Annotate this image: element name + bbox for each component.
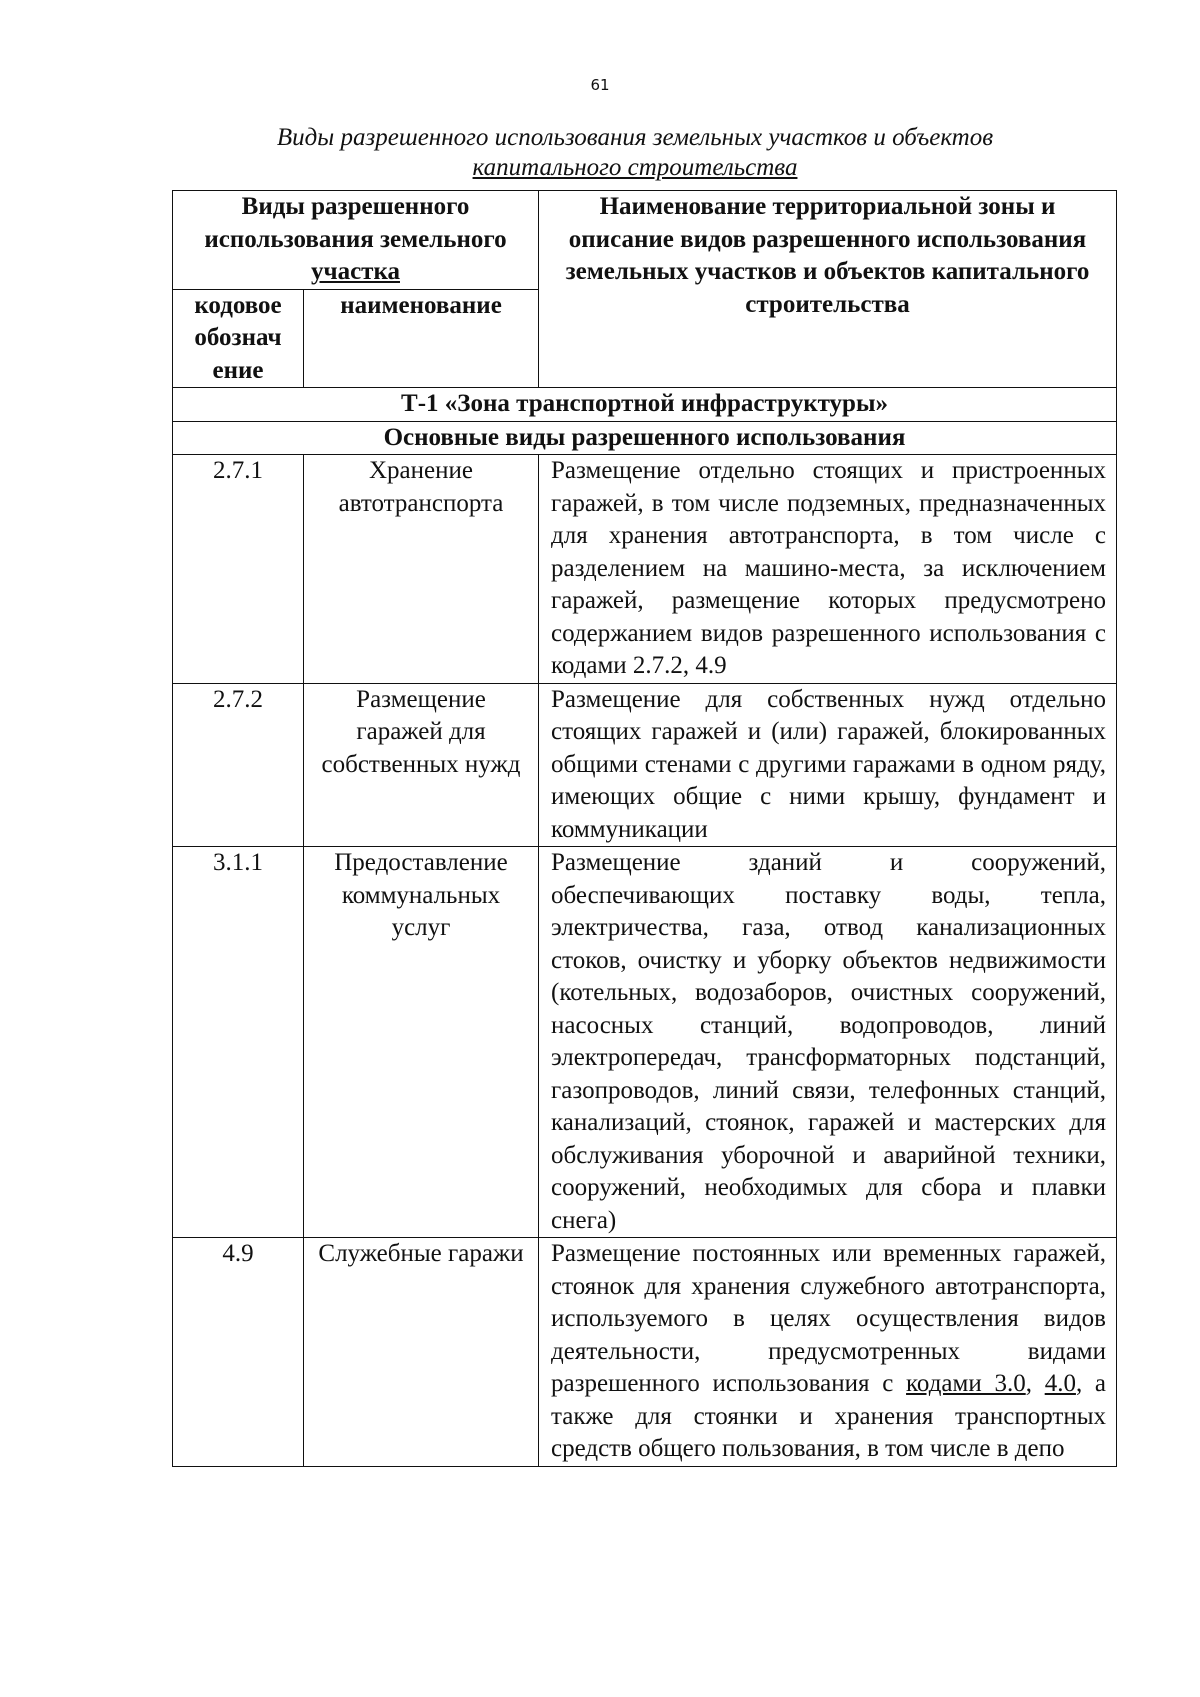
row-name: Размещение гаражей для собственных нужд (304, 683, 539, 847)
row-code: 2.7.1 (173, 455, 304, 684)
row-description-text: Размещение постоянных или временных гаражей, стоянок для хранения служебного автотранспорта, используемого в целях осуществления видов деятельности, предусмотренных видами разрешенного использования с (551, 1240, 1106, 1397)
row-code: 4.9 (173, 1238, 304, 1467)
row-name: Служебные гаражи (304, 1238, 539, 1467)
zone-title: Т-1 «Зона транспортной инфраструктуры» (173, 388, 1117, 422)
table-row (173, 1238, 1117, 1467)
header-group-label: Виды разрешенного использования земельного (204, 193, 507, 253)
table-row (173, 847, 1117, 1238)
row-code: 2.7.2 (173, 683, 304, 847)
page-number: 61 (590, 76, 610, 94)
row-description (539, 1238, 1117, 1467)
code-reference-link[interactable]: кодами 3.0 (906, 1370, 1026, 1397)
header-code-cell (173, 289, 304, 388)
zone-row (173, 388, 1117, 422)
code-reference-link[interactable]: 4.0 (1044, 1370, 1076, 1397)
row-name: Хранение автотранспорта (304, 455, 539, 684)
row-description-separator: , (1025, 1370, 1045, 1397)
table-caption (215, 123, 1055, 183)
header-group-label-last: участка (310, 258, 400, 285)
row-description: Размещение отдельно стоящих и пристроенных гаражей, в том числе подземных, предназначенных для хранения автотранспорта, в том числе с разделением на машино-места, за исключением гаражей, размещение которых предусмотрено содержанием видов разрешенного использования с кодами 2.7.2, 4.9 (539, 455, 1117, 684)
land-use-table (172, 190, 1117, 1467)
row-name: Предоставление коммунальных услуг (304, 847, 539, 1238)
section-title: Основные виды разрешенного использования (173, 421, 1117, 455)
row-description: Размещение зданий и сооружений, обеспечивающих поставку воды, тепла, электричества, газа, отвод канализационных стоков, очистку и уборку объектов недвижимости (котельных, водозаборов, очистных сооружений, насосных станций, водопроводов, линий электропередач, трансформаторных подстанций, газопроводов, линий связи, телефонных станций, канализаций, стоянок, гаражей и мастерских для обслуживания уборочной и аварийной техники, сооружений, необходимых для сбора и плавки снега) (539, 847, 1117, 1238)
row-description-text-end: , а также для стоянки и хранения транспортных средств общего пользования, в том числе в депо (551, 1370, 1107, 1462)
header-row (173, 191, 1117, 290)
header-name-cell (304, 289, 539, 388)
header-description-label: Наименование территориальной зоны и описание видов разрешенного использования земельных участков и объектов капитального строительства (565, 193, 1090, 318)
header-group-cell (173, 191, 539, 290)
header-code-label: кодовое обознач ение (194, 291, 282, 384)
header-description-cell (539, 191, 1117, 388)
row-description: Размещение для собственных нужд отдельно стоящих гаражей и (или) гаражей, блокированных общими стенами с другими гаражами в одном ряду, имеющих общие с ними крышу, фундамент и коммуникации (539, 683, 1117, 847)
row-code: 3.1.1 (173, 847, 304, 1238)
table-row (173, 683, 1117, 847)
header-name-label: наименование (340, 291, 502, 319)
caption-line-1: Виды разрешенного использования земельных участков и объектов (276, 124, 994, 151)
table-row (173, 455, 1117, 684)
section-row (173, 421, 1117, 455)
caption-line-2: капитального строительства (472, 154, 798, 181)
